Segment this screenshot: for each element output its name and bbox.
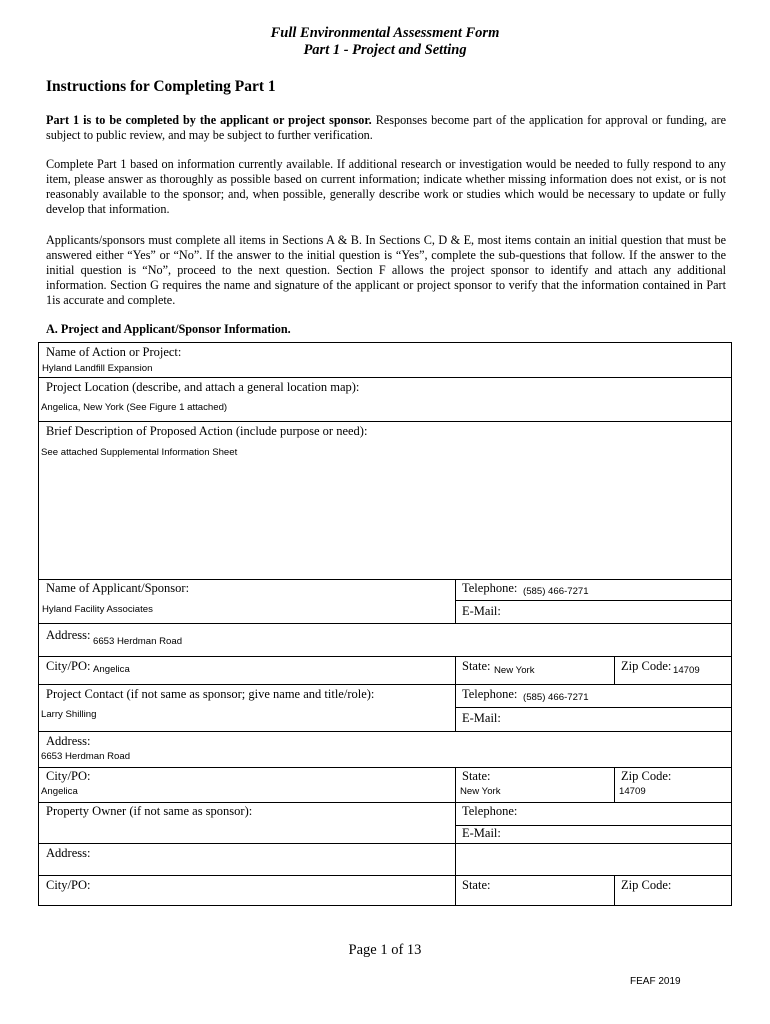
row-divider <box>39 875 732 876</box>
row-divider <box>39 731 732 732</box>
applicant-telephone-label: Telephone: <box>462 581 518 595</box>
applicant-name-label: Name of Applicant/Sponsor: <box>46 581 190 595</box>
owner-state-label: State: <box>462 878 491 892</box>
contact-telephone-field[interactable]: (585) 466-7271 <box>523 692 589 703</box>
instructions-heading: Instructions for Completing Part 1 <box>46 78 276 95</box>
contact-city-field[interactable]: Angelica <box>41 786 78 797</box>
contact-name-field[interactable]: Larry Shilling <box>41 709 97 720</box>
name-of-action-field[interactable]: Hyland Landfill Expansion <box>42 363 153 374</box>
project-location-label: Project Location (describe, and attach a general location map): <box>46 380 360 394</box>
instructions-paragraph-1 <box>46 113 726 143</box>
col-divider <box>455 767 456 875</box>
contact-address-label: Address: <box>46 734 91 748</box>
row-divider <box>39 623 732 624</box>
applicant-name-field[interactable]: Hyland Facility Associates <box>42 604 153 615</box>
contact-state-field[interactable]: New York <box>460 786 501 797</box>
row-divider <box>455 707 732 708</box>
instructions-paragraph-2: Complete Part 1 based on information currently available. If additional research or investigation would be needed to fully respond to any item, please answer as thoroughly as possible based on current information; indicate whether missing information does not exist, or is not reasonably available to the sponsor; and, when possible, generally describe work or studies which would be necessary to update or fully develop that information. <box>46 157 726 216</box>
col-divider <box>614 875 615 906</box>
name-of-action-label: Name of Action or Project: <box>46 345 182 359</box>
applicant-telephone-field[interactable]: (585) 466-7271 <box>523 586 589 597</box>
col-divider <box>614 767 615 802</box>
owner-name-label: Property Owner (if not same as sponsor): <box>46 804 253 818</box>
section-a-heading: A. Project and Applicant/Sponsor Information. <box>46 322 291 336</box>
applicant-zip-field[interactable]: 14709 <box>673 665 700 676</box>
applicant-zip-label: Zip Code: <box>621 659 672 673</box>
contact-zip-field[interactable]: 14709 <box>619 786 646 797</box>
col-divider <box>455 579 456 623</box>
col-divider <box>455 875 456 906</box>
contact-telephone-label: Telephone: <box>462 687 518 701</box>
form-code: FEAF 2019 <box>630 976 681 987</box>
applicant-address-label: Address: <box>46 628 91 642</box>
applicant-city-label: City/PO: <box>46 659 91 673</box>
row-divider <box>39 656 732 657</box>
page-number: Page 1 of 13 <box>348 942 422 958</box>
instructions-p1-bold: Part 1 is to be completed by the applicant or project sponsor. <box>46 113 372 127</box>
project-location-field[interactable]: Angelica, New York (See Figure 1 attached) <box>41 402 228 413</box>
brief-description-label: Brief Description of Proposed Action (include purpose or need): <box>46 424 368 438</box>
contact-address-field[interactable]: 6653 Herdman Road <box>41 751 131 762</box>
form-title: Full Environmental Assessment Form <box>270 25 500 41</box>
row-divider <box>455 600 732 601</box>
owner-address-label: Address: <box>46 846 91 860</box>
applicant-email-label: E-Mail: <box>462 604 501 618</box>
owner-telephone-label: Telephone: <box>462 804 518 818</box>
instructions-p1-rest: Responses become part of the application for approval or funding, are subject to public review, and may be subject to further verification. <box>46 113 726 142</box>
col-divider <box>614 656 615 684</box>
applicant-city-field[interactable]: Angelica <box>93 664 130 675</box>
contact-zip-label: Zip Code: <box>621 769 672 783</box>
instructions-paragraph-3: Applicants/sponsors must complete all items in Sections A & B. In Sections C, D & E, most items contain an initial question that must be answered either “Yes” or “No”. If the answer to the initial question is “Yes”, complete the sub-questions that follow. If the answer to the initial question is “No”, proceed to the next question. Section F allows the project sponsor to identify and attach any additional information. Section G requires the name and signature of the applicant or project sponsor to verify that the information contained in Part 1is accurate and complete. <box>46 233 726 307</box>
contact-name-label: Project Contact (if not same as sponsor; give name and title/role): <box>46 687 375 701</box>
applicant-address-field[interactable]: 6653 Herdman Road <box>93 636 183 647</box>
col-divider <box>455 656 456 731</box>
contact-state-label: State: <box>462 769 491 783</box>
row-divider <box>39 802 732 803</box>
owner-email-label: E-Mail: <box>462 826 501 840</box>
owner-city-label: City/PO: <box>46 878 91 892</box>
row-divider <box>39 421 732 422</box>
contact-city-label: City/PO: <box>46 769 91 783</box>
applicant-state-field[interactable]: New York <box>494 665 535 676</box>
row-divider <box>39 377 732 378</box>
row-divider <box>39 767 732 768</box>
brief-description-field[interactable]: See attached Supplemental Information Sheet <box>41 447 238 458</box>
applicant-state-label: State: <box>462 659 491 673</box>
row-divider <box>39 684 732 685</box>
row-divider <box>39 579 732 580</box>
owner-zip-label: Zip Code: <box>621 878 672 892</box>
form-subtitle: Part 1 - Project and Setting <box>303 42 467 58</box>
row-divider <box>39 843 732 844</box>
section-a-form <box>38 342 732 906</box>
contact-email-label: E-Mail: <box>462 711 501 725</box>
